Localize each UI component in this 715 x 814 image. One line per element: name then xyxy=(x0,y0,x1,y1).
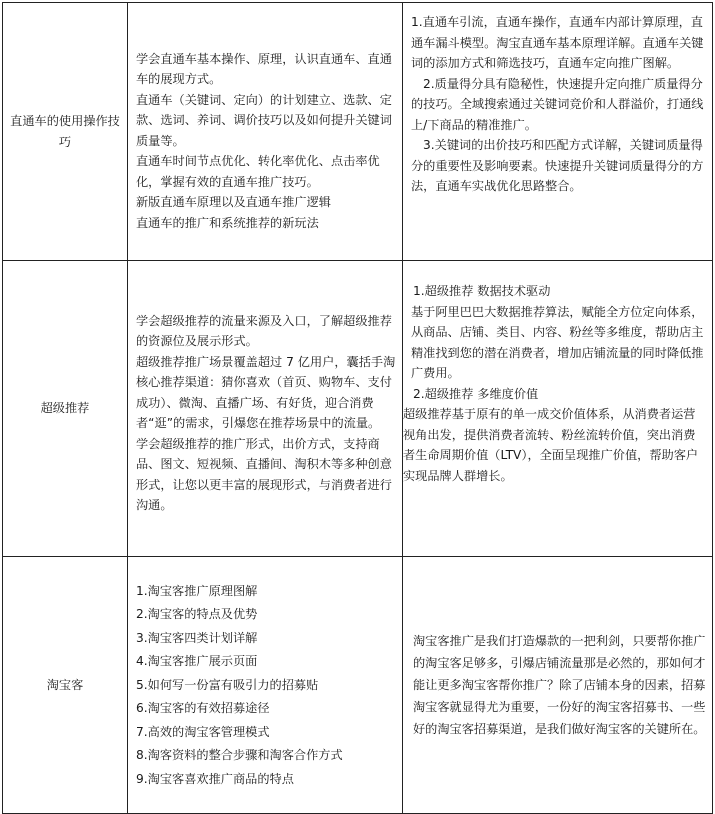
detail-paragraph: 1.直通车引流，直通车操作，直通车内部计算原理，直通车漏斗模型。淘宝直通车基本原理详解。直通车关键词的添加方式和筛选技巧，直通车定向推广图解。 xyxy=(411,15,704,70)
detail-paragraph: 超级推荐基于原有的单一成交价值体系，从消费者运营视角出发，提供消费者流转、粉丝流转价值，突出消费者生命周期价值（LTV），全面呈现推广价值，帮助客户实现品牌人群增长。 xyxy=(403,407,699,483)
content-line: 直通车（关键词、定向）的计划建立、选款、定款、选词、养词、调价技巧以及如何提升关键词质量等。 xyxy=(136,92,392,148)
list-item: 1.淘宝客推广原理图解 xyxy=(136,583,258,598)
detail-cell xyxy=(403,3,713,261)
list-item: 9.淘宝客喜欢推广商品的特点 xyxy=(136,771,294,786)
content-line: 学会超级推荐的流量来源及入口，了解超级推荐的资源位及展示形式。 xyxy=(136,313,392,348)
content-line: 学会超级推荐的推广形式，出价方式，支持商品、图文、短视频、直播间、淘积木等多种创意形式，让您以更丰富的展现形式，与消费者进行沟通。 xyxy=(136,436,392,512)
content-cell xyxy=(128,261,403,557)
list-item: 8.淘客资料的整合步骤和淘客合作方式 xyxy=(136,748,343,763)
list-item: 5.如何写一份富有吸引力的招募贴 xyxy=(136,677,319,692)
content-line: 学会直通车基本操作、原理，认识直通车、直通车的展现方式。 xyxy=(136,51,392,87)
detail-paragraph: 淘宝客推广是我们打造爆款的一把利剑，只要帮你推广的淘宝客足够多，引爆店铺流量那是必然的，那如何才能让更多淘宝客帮你推广？除了店铺本身的因素，招募淘宝客就显得尤为重要，一份好的淘宝客招募书、一些好的淘宝客招募渠道，是我们做好淘宝客的关键所在。 xyxy=(413,634,706,736)
table-row xyxy=(3,261,713,557)
content-cell xyxy=(128,3,403,261)
topic-cell xyxy=(3,261,128,557)
topic-cell xyxy=(3,3,128,261)
table-row xyxy=(3,3,713,261)
topic-label: 淘宝客 xyxy=(46,677,84,692)
detail-paragraph: 基于阿里巴巴大数据推荐算法，赋能全方位定向体系，从商品、店铺、类目、内容、粉丝等多维度，帮助店主精准找到您的潜在消费者，增加店铺流量的同时降低推广费用。 xyxy=(411,304,704,380)
content-line: 新版直通车原理以及直通车推广逻辑 xyxy=(136,195,331,210)
detail-paragraph: 3.关键词的出价技巧和匹配方式详解，关键词质量得分的重要性及影响要素。快速提升关键词质量得分的方法，直通车实战优化思路整合。 xyxy=(411,138,704,193)
list-item: 2.淘宝客的特点及优势 xyxy=(136,607,258,622)
list-item: 4.淘宝客推广展示页面 xyxy=(136,654,258,669)
detail-paragraph: 2.质量得分具有隐秘性，快速提升定向推广质量得分的技巧。全域搜索通过关键词竞价和人群溢价，打通线上/下商品的精准推广。 xyxy=(411,76,704,132)
list-item: 3.淘宝客四类计划详解 xyxy=(136,630,258,645)
content-line: 直通车的推广和系统推荐的新玩法 xyxy=(136,215,319,230)
detail-heading: 2.超级推荐 多维度价值 xyxy=(413,386,539,401)
topic-label: 超级推荐 xyxy=(40,401,90,416)
topic-label: 直通车的使用操作技巧 xyxy=(10,114,120,149)
detail-cell xyxy=(403,261,713,557)
course-table xyxy=(2,2,713,814)
list-item: 6.淘宝客的有效招募途径 xyxy=(136,701,270,716)
list-item: 7.高效的淘宝客管理模式 xyxy=(136,724,270,739)
content-line: 直通车时间节点优化、转化率优化、点击率优化，掌握有效的直通车推广技巧。 xyxy=(136,154,380,189)
content-line: 超级推荐推广场景覆盖超过 7 亿用户，囊括手淘核心推荐渠道：猜你喜欢（首页、购物车、支付成功）、微淘、直播广场、有好货，迎合消费者“逛”的需求，引爆您在推荐场景中的流量。 xyxy=(136,354,396,430)
detail-heading: 1.超级推荐 数据技术驱动 xyxy=(413,284,551,298)
